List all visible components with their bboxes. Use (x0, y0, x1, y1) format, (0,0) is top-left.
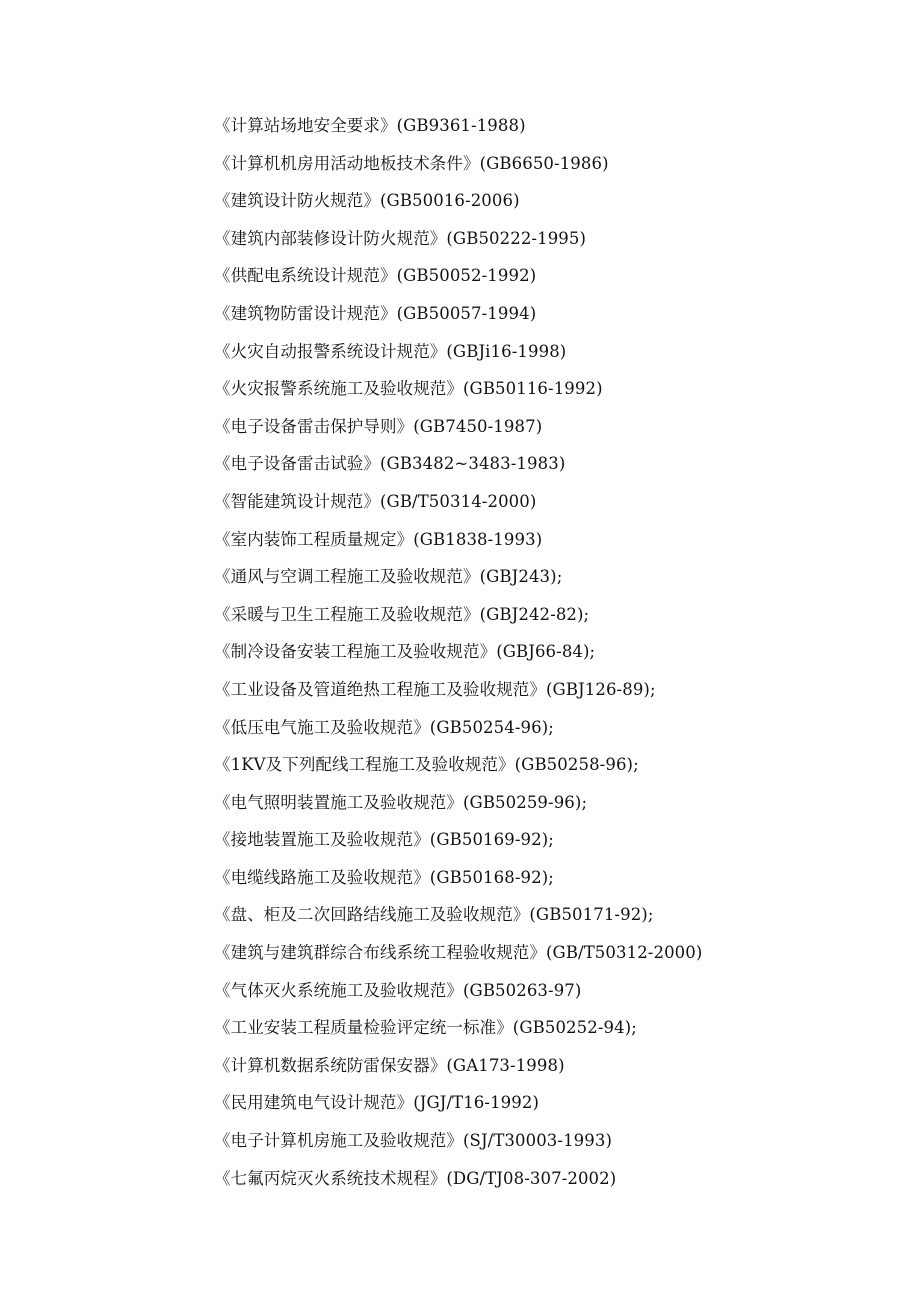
standard-item: 《电子计算机房施工及验收规范》(SJ/T30003-1993) (214, 1131, 613, 1151)
standard-item: 《通风与空调工程施工及验收规范》(GBJ243); (214, 567, 563, 587)
standard-item: 《接地装置施工及验收规范》(GB50169-92); (214, 830, 554, 850)
standard-item: 《电子设备雷击保护导则》(GB7450-1987) (214, 416, 543, 436)
standard-item: 《制冷设备安装工程施工及验收规范》(GBJ66-84); (214, 642, 596, 662)
standard-item: 《智能建筑设计规范》(GB/T50314-2000) (214, 491, 537, 511)
standard-item: 《供配电系统设计规范》(GB50052-1992) (214, 266, 537, 286)
standard-item: 《七氟丙烷灭火系统技术规程》(DG/TJ08-307-2002) (214, 1168, 617, 1188)
standard-item: 《1KV及下列配线工程施工及验收规范》(GB50258-96); (214, 755, 639, 775)
standard-item: 《气体灭火系统施工及验收规范》(GB50263-97) (214, 980, 582, 1000)
standard-item: 《电缆线路施工及验收规范》(GB50168-92); (214, 867, 554, 887)
standards-list (214, 113, 702, 1203)
standard-item: 《计算机数据系统防雷保安器》(GA173-1998) (214, 1055, 565, 1075)
standard-item: 《建筑物防雷设计规范》(GB50057-1994) (214, 303, 537, 323)
standard-item: 《电气照明装置施工及验收规范》(GB50259-96); (214, 792, 588, 812)
standard-item: 《计算机机房用活动地板技术条件》(GB6650-1986) (214, 153, 609, 173)
standard-item: 《工业安装工程质量检验评定统一标准》(GB50252-94); (214, 1018, 637, 1038)
standard-item: 《建筑设计防火规范》(GB50016-2006) (214, 191, 520, 211)
standard-item: 《低压电气施工及验收规范》(GB50254-96); (214, 717, 554, 737)
standard-item: 《盘、柜及二次回路结线施工及验收规范》(GB50171-92); (214, 905, 654, 925)
standard-item: 《工业设备及管道绝热工程施工及验收规范》(GBJ126-89); (214, 679, 656, 699)
standard-item: 《室内装饰工程质量规定》(GB1838-1993) (214, 529, 543, 549)
standard-item: 《民用建筑电气设计规范》(JGJ/T16-1992) (214, 1093, 540, 1113)
standard-item: 《建筑与建筑群综合布线系统工程验收规范》(GB/T50312-2000) (214, 943, 703, 963)
standard-item: 《建筑内部装修设计防火规范》(GB50222-1995) (214, 228, 587, 248)
standard-item: 《电子设备雷击试验》(GB3482~3483-1983) (214, 454, 566, 474)
standard-item: 《火灾报警系统施工及验收规范》(GB50116-1992) (214, 379, 603, 399)
standard-item: 《采暖与卫生工程施工及验收规范》(GBJ242-82); (214, 604, 590, 624)
standard-item: 《火灾自动报警系统设计规范》(GBJi16-1998) (214, 341, 567, 361)
standard-item: 《计算站场地安全要求》(GB9361-1988) (214, 116, 526, 135)
